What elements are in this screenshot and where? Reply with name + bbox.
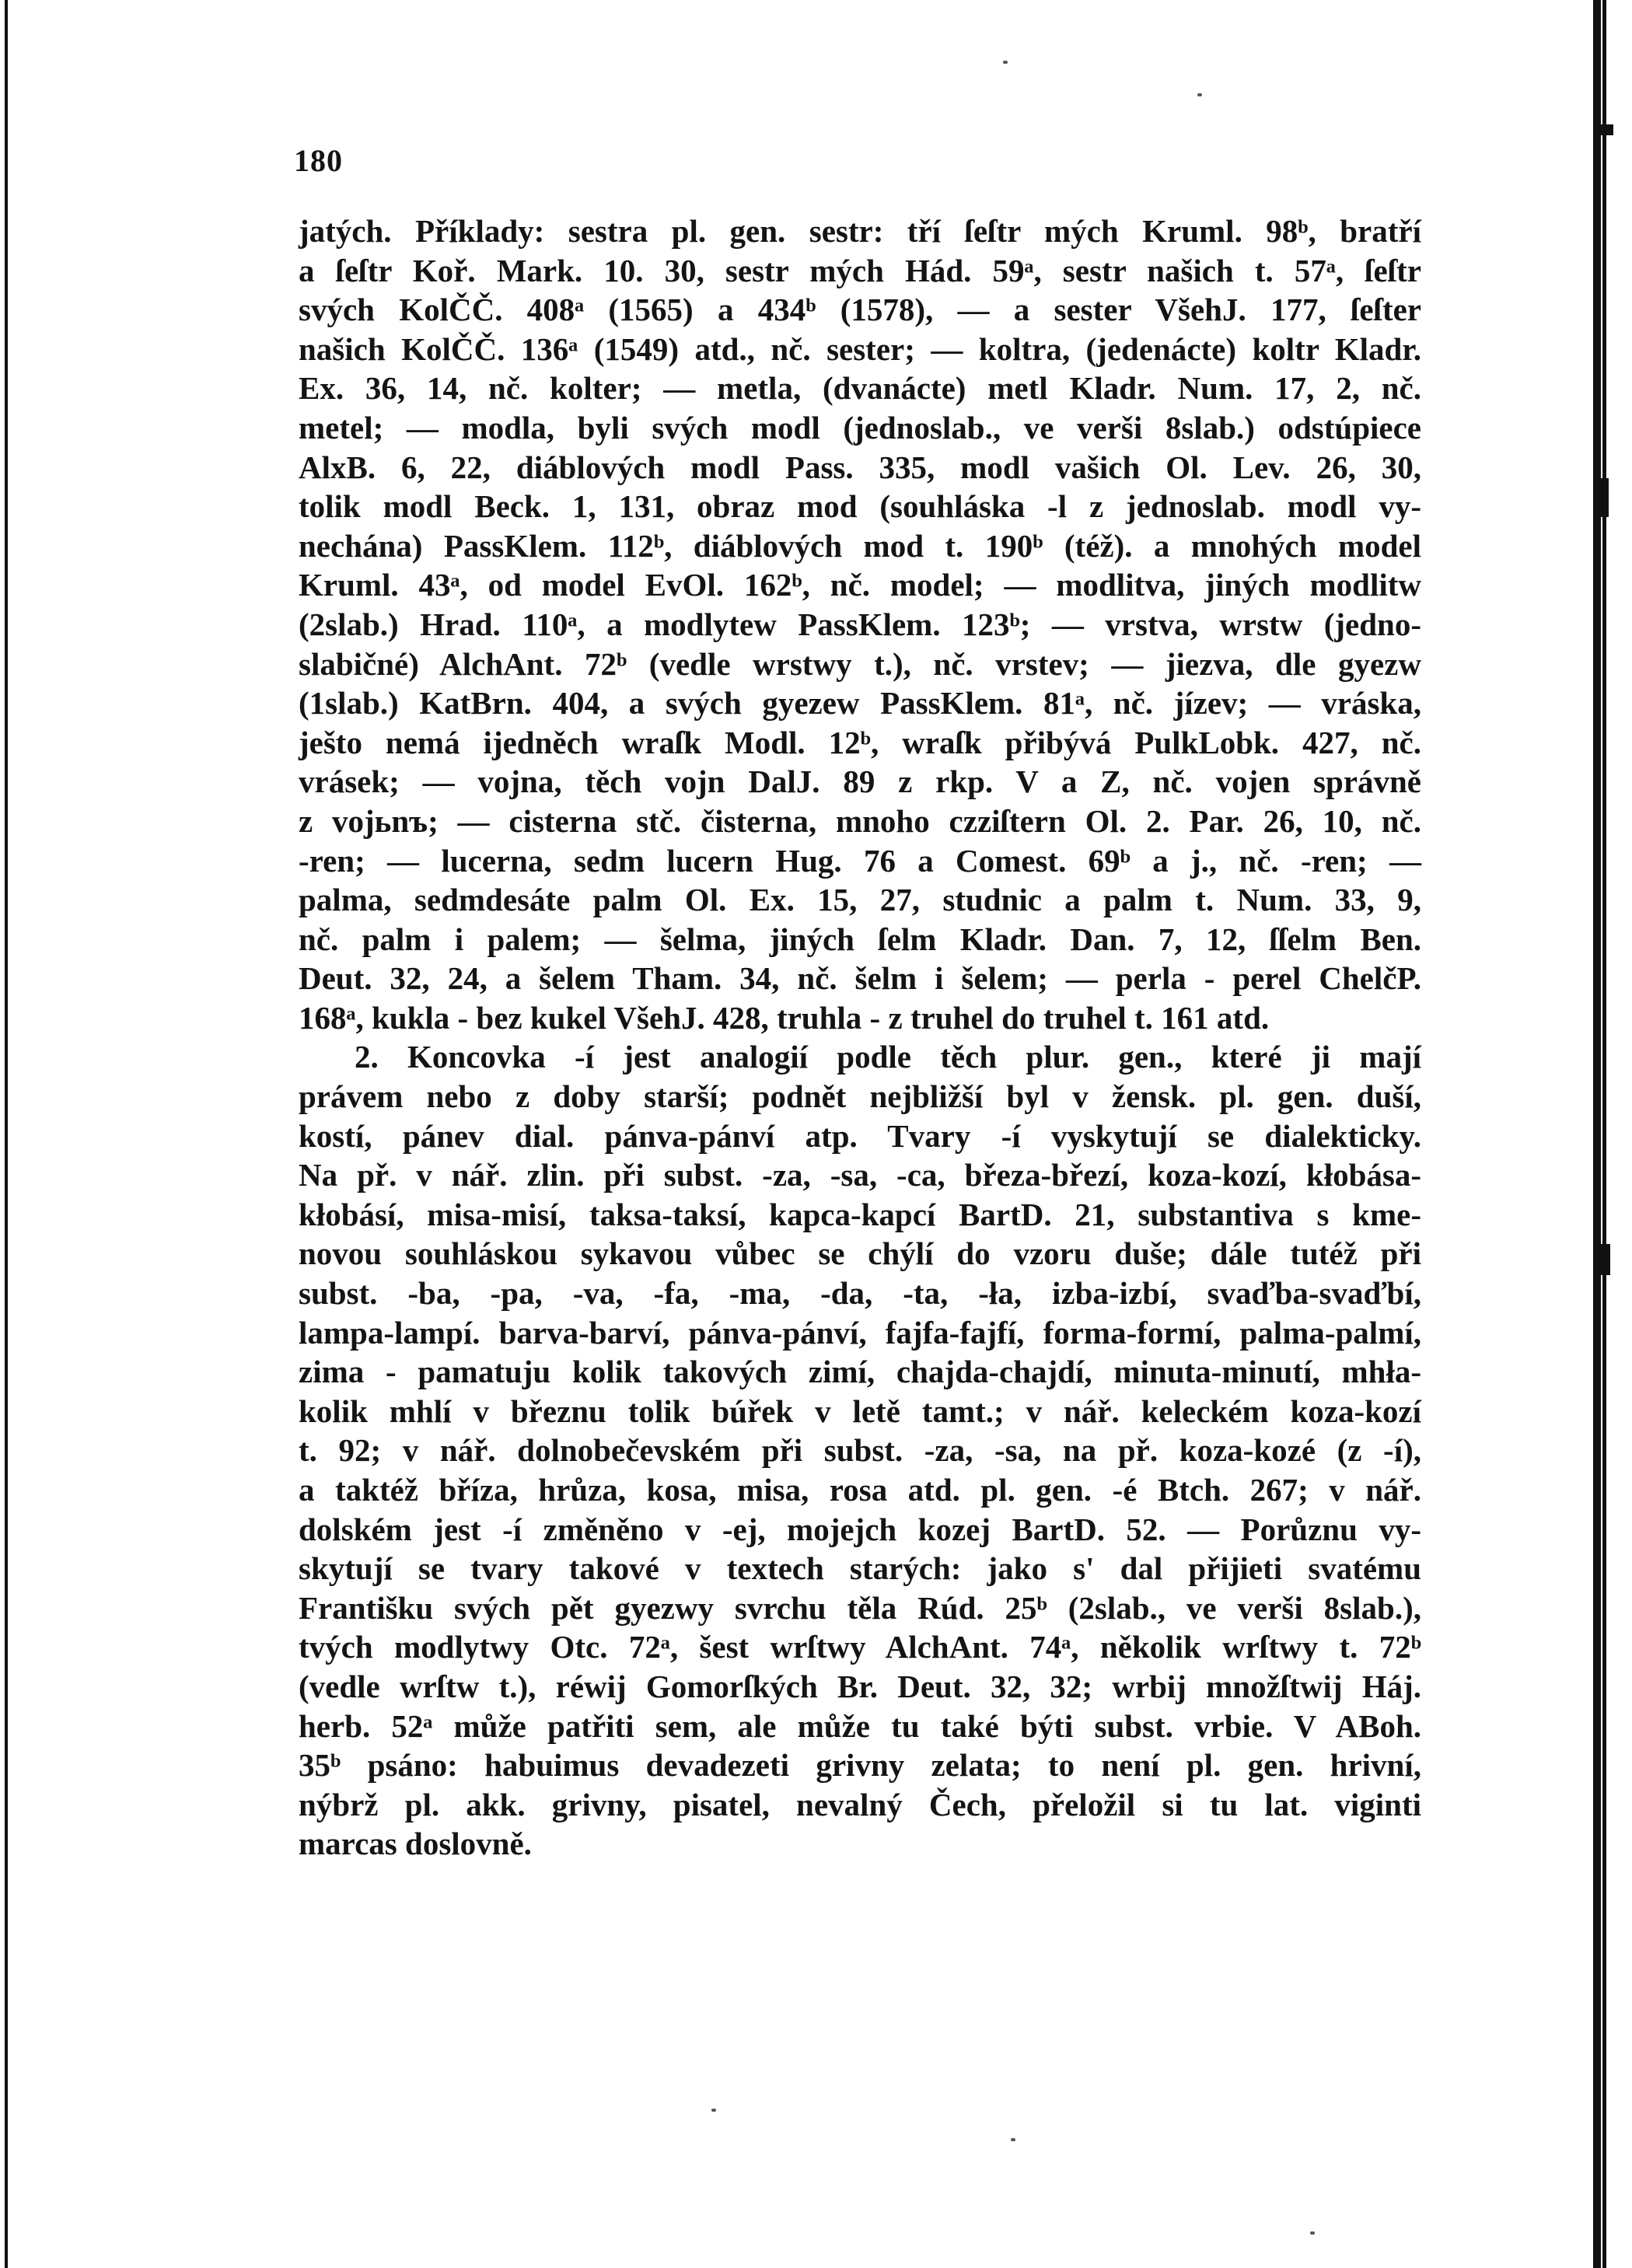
text-line: nechána) PassKlem. 112ᵇ, diáblových mod t. 190ᵇ (též). a mnohých model (299, 527, 1421, 564)
text-line: ještо nemá ijedněch wraſk Modl. 12ᵇ, wraſk přibývá PulkLobk. 427, nč. (299, 724, 1421, 760)
text-line: lampa-lampí. barva-barví, pánva-pánví, fajfa-fajfí, forma-formí, palma-palmí, (299, 1314, 1421, 1351)
text-line: dolském jest -í změněno v -ej, mojejch kozej BartD. 52. — Porůznu vy- (299, 1511, 1421, 1547)
text-line: marcas doslovně. (299, 1826, 532, 1862)
scan-edge-bar (1593, 0, 1601, 2268)
text-line: kolik mhlí v březnu tolik búřek v letě tamt.; v nář. keleckém koza-kozí (299, 1393, 1421, 1429)
text-line: Deut. 32, 24, a šelem Tham. 34, nč. šelm i šelem; — perla - perel ChelčP. (299, 960, 1421, 997)
text-line: a taktéž bříza, hrůza, kosa, misa, rosa atd. pl. gen. -é Btch. 267; v nář. (299, 1472, 1421, 1508)
paragraph (299, 1037, 1421, 1863)
text-line: zima - pamatuju kolik takových zimí, chajda-chajdí, minuta-minutí, mhła- (299, 1354, 1421, 1390)
text-line: kostí, pánev dial. pánva-pánví atp. Tvary -í vyskytují se dialekticky. (299, 1117, 1421, 1154)
text-line: skytují se tvary takové v textech starých: jako s' dal přijieti svatému (299, 1550, 1421, 1587)
text-line: (1slab.) KatBrn. 404, a svých gyezew PassKlem. 81ᵃ, nč. jízev; — vráska, (299, 685, 1421, 722)
scan-speck (1011, 2138, 1015, 2141)
edge-mark (1598, 1244, 1610, 1275)
text-line: a ſeſtr Koř. Mark. 10. 30, sestr mých Hád. 59ᵃ, sestr našich t. 57ᵃ, ſeſtr (299, 252, 1421, 288)
text-line: metel; — modla, byli svých modl (jednoslab., ve verši 8slab.) odstúpiece (299, 409, 1421, 446)
text-line: subst. -ba, -pa, -va, -fa, -ma, -da, -ta, -ła, izba-izbí, svaďba-svaďbí, (299, 1275, 1421, 1312)
edge-mark (1598, 124, 1613, 135)
text-line: kłobásí, misa-misí, taksa-taksí, kapca-kapcí BartD. 21, substantiva s kme- (299, 1196, 1421, 1232)
scan-speck (1197, 93, 1202, 96)
text-line: palma, sedmdesáte palm Ol. Ex. 15, 27, studnic a palm t. Num. 33, 9, (299, 882, 1421, 918)
text-line: 35ᵇ psáno: habuimus devadezeti grivny zelata; to není pl. gen. hrivní, (299, 1747, 1421, 1784)
text-line: nč. palm i palem; — šelma, jiných ſelm Kladr. Dan. 7, 12, ſſelm Ben. (299, 921, 1421, 957)
text-line: Ex. 36, 14, nč. kolter; — metla, (dvanácte) metl Kladr. Num. 17, 2, nč. (299, 370, 1421, 407)
page-number: 180 (294, 143, 343, 178)
text-line: herb. 52ᵃ může patřiti sem, ale může tu také býti subst. vrbie. V ABoh. (299, 1707, 1421, 1744)
text-line: nýbrž pl. akk. grivny, pisatel, nevalný Čech, přeložil si tu lat. viginti (299, 1786, 1421, 1822)
text-line: Na př. v nář. zlin. při subst. -za, -sa, -ca, březa-březí, koza-kozí, kłobása- (299, 1157, 1421, 1193)
text-line: 2. Koncovka -í jest analogií podle těch plur. gen., které ji mají (355, 1039, 1421, 1075)
text-line: (vedle wrſtw t.), réwij Gomorſkých Br. Deut. 32, 32; wrbij množſtwij Háj. (299, 1668, 1421, 1704)
text-line: -ren; — lucerna, sedm lucern Hug. 76 a Comest. 69ᵇ a j., nč. -ren; — (299, 842, 1421, 879)
scan-speck (1003, 61, 1008, 64)
text-line: tolik modl Beck. 1, 131, obraz mod (souhláska -l z jednoslab. modl vy- (299, 488, 1421, 525)
text-line: svých KolČČ. 408ᵃ (1565) a 434ᵇ (1578), — a sester VšehJ. 177, ſeſter (299, 292, 1421, 328)
text-line: 168ᵃ, kukla - bez kukel VšehJ. 428, truhla - z truhel do truhel t. 161 atd. (299, 999, 1270, 1036)
text-line: Kruml. 43ᵃ, od model EvOl. 162ᵇ, nč. model; — modlitva, jiných modlitw (299, 567, 1421, 603)
scan-speck (1310, 2231, 1315, 2235)
paragraph (299, 211, 1421, 1037)
scan-speck (711, 2109, 716, 2112)
text-line: našich KolČČ. 136ᵃ (1549) atd., nč. sester; — koltra, (jedenácte) koltr Kladr. (299, 330, 1421, 367)
text-line: z vojьnъ; — cisterna stč. čisterna, mnoho czziſtern Ol. 2. Par. 26, 10, nč. (299, 802, 1421, 839)
text-line: slabičné) AlchAnt. 72ᵇ (vedle wrstwy t.), nč. vrstev; — jiezva, dle gyezw (299, 645, 1421, 682)
text-line: jatých. Příklady: sestra pl. gen. sestr: tří ſeſtr mých Kruml. 98ᵇ, bratří (299, 213, 1421, 249)
text-line: právem nebo z doby starší; podnět nejbližší byl v žensk. pl. gen. duší, (299, 1078, 1421, 1115)
body-text (299, 211, 1421, 1864)
text-line: AlxB. 6, 22, diáblových modl Pass. 335, modl vašich Ol. Lev. 26, 30, (299, 449, 1421, 485)
text-line: Františku svých pět gyezwy svrchu těla Rúd. 25ᵇ (2slab., ve verši 8slab.), (299, 1589, 1421, 1626)
text-line: novou souhláskou sykavou vůbec se chýlí do vzoru duše; dále tutéž při (299, 1235, 1421, 1272)
text-line: t. 92; v nář. dolnobečevském při subst. -za, -sa, na př. koza-kozé (z -í), (299, 1432, 1421, 1469)
text-line: tvých modlytwy Otc. 72ᵃ, šest wrſtwy AlchAnt. 74ᵃ, několik wrſtwy t. 72ᵇ (299, 1629, 1421, 1665)
text-line: vrásek; — vojna, těch vojn DalJ. 89 z rkp. V a Z, nč. vojen správně (299, 764, 1421, 800)
text-line: (2slab.) Hrad. 110ᵃ, a modlytew PassKlem. 123ᵇ; — vrstva, wrstw (jedno- (299, 606, 1421, 642)
edge-mark (1598, 478, 1609, 517)
